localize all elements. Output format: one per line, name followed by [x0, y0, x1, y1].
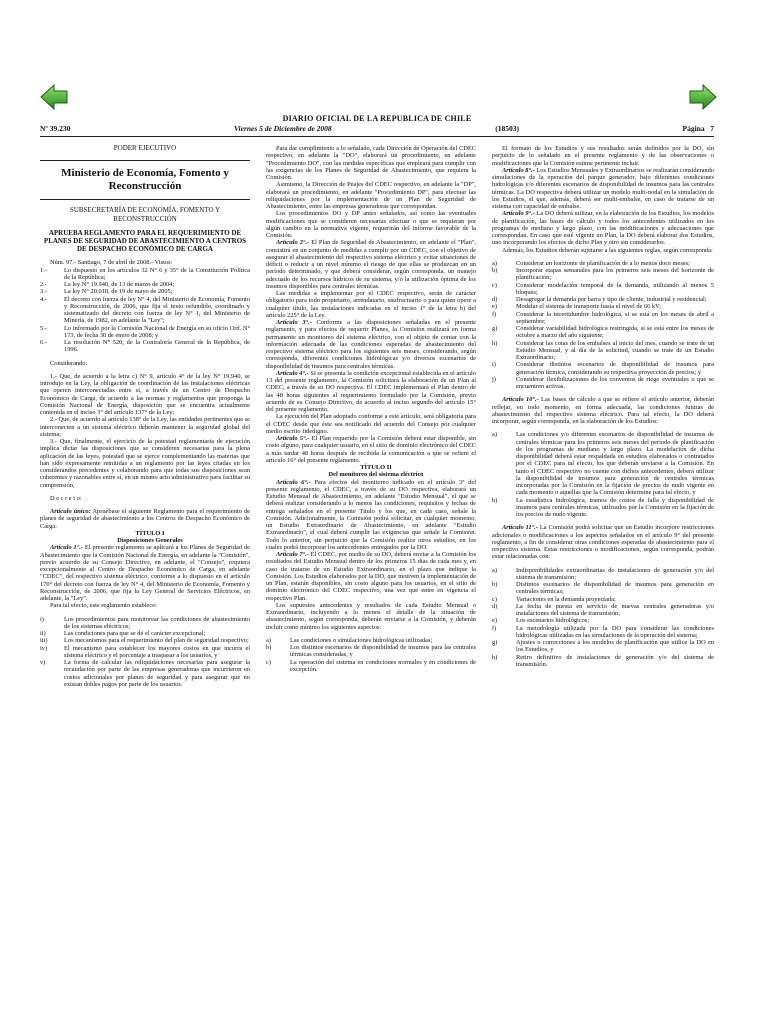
list-item-marker: iv) [40, 644, 48, 652]
list-item [492, 296, 714, 303]
paragraph: Artículo 11°.- La Comisión podrá solicitar que un Estudio incorpore restricciones adicionales o modificaciones a los aspectos señalados en el artículo 9° del presente reglamento, a fin de considerar otras condiciones esperadas de abastecimiento para el respectivo sistema. Estas restricciones o modificaciones, según corresponda, podrán estar relacionadas con: [492, 524, 714, 561]
list-item-marker: ii) [40, 630, 46, 637]
list-item [40, 288, 250, 295]
list-item-marker: a) [266, 636, 271, 644]
list-item-text: Lo dispuesto en los artículos 32 N° 6 y 35° de la Constitución Política de la República; [64, 266, 250, 281]
paragraph: Artículo 3°.- Conforme a las disposiciones señaladas en el presente reglamento, y para efectos de requerir Planes, la Comisión realizará en forma permanente un monitoreo del sistema eléctrico, con el objeto de contar con la información adecuada de las condiciones esperadas de abastecimiento del respectivo sistema eléctrico para los siguientes seis meses, considerando, según corresponda, diferentes condiciones hidrológicas y/o diversos escenarios de disponibilidad de insumos para centrales térmicas. [266, 319, 476, 370]
list-item-marker: h) [492, 339, 498, 347]
list-item-text: La ley N° 19.940, de 13 de marzo de 2004; [64, 281, 175, 288]
title-heading: TÍTULO I [135, 529, 165, 537]
paragraph: Artículo 10°.- Las bases de cálculo a que se refiere el artículo anterior, deberán reflejar, en todo momento, en forma adecuada, las condiciones futuras de abastecimiento del respectivo sistema eléctrico. Para tal efecto, la DO deberá incorporar, según corresponda, en la elaboración de los Estudios: [492, 396, 715, 425]
list-item-marker: c) [492, 281, 497, 289]
list-item-text: Ajustes o correcciones a los modelos de planificación que utilice la DO en los Estudios, y [516, 639, 714, 654]
article-label: Artículo 9°.- [502, 210, 535, 218]
list-item-marker: 1.- [40, 266, 47, 274]
paragraph: Para dar cumplimiento a lo señalado, cada Dirección de Operación del CDEC respectivo, en adelante la "DO", elaborará un procedimiento, en adelante "Procedimiento DO", con las medidas específicas que empleará para cumplir con las exigencias de los Planes de Seguridad de Abastecimiento, que requiera la Comisión. [266, 145, 476, 181]
list-item-marker: h) [492, 653, 498, 661]
list-item-text: Lo informado por la Comisión Nacional de Energía en su oficio Ord. N° 173, de fecha 30 de enero de 2008; y [64, 324, 250, 339]
list-item-text: Considerar modelación temporal de la demanda, utilizando al menos 5 bloques; [516, 281, 714, 296]
list-item-text: La resolución N° 520, de la Contraloría General de la República, de 1996. [64, 339, 250, 354]
list-item-marker: b) [492, 267, 498, 274]
paragraph: Artículo único: Apruébase el siguiente Reglamento para el requerimiento de planes de seguridad de abastecimiento a los Centros de Despacho Económico de Carga: [40, 508, 250, 530]
list-item [492, 617, 714, 624]
list-item [492, 325, 714, 340]
roman-list [40, 616, 250, 689]
list-item-marker: b) [492, 496, 498, 504]
subsecretary-name: SUBSECRETARÍA DE ECONOMÍA, FOMENTO Y RECONSTRUCCIÓN [69, 206, 221, 223]
list-item-text: La ley N° 20.018, de 19 de mayo de 2005; [64, 288, 173, 296]
list-item [492, 625, 714, 640]
list-item [40, 339, 250, 354]
list-item-marker: iii) [40, 637, 48, 645]
list-item [492, 340, 714, 362]
list-item-marker: 3.- [40, 288, 47, 296]
newspaper-title: DIARIO OFICIAL DE LA REPUBLICA DE CHILE [282, 114, 472, 123]
list-item [492, 603, 714, 618]
article-label: Artículo 10°.- [502, 396, 539, 404]
page-indicator [683, 124, 714, 133]
list-item [492, 361, 714, 376]
list-item [40, 616, 250, 631]
title-subheading: Disposiciones Generales [117, 537, 183, 544]
list-item-text: El mecanismo para establecer los mayores costos en que incurra el sistema eléctrico y el porcentaje a traspasar a los usuarios, y [64, 644, 250, 659]
paragraph: Los procedimientos DO y DP antes señalados, así como las eventuales modificaciones que se consideren necesarias efectuar o que se requieran por algún cambio en la normativa vigente, requerirán del informe favorable de la Comisión. [266, 210, 476, 239]
masthead-row [40, 124, 714, 133]
issue-code: (18503) [495, 124, 519, 133]
considerando-label: Considerando: [50, 359, 88, 367]
vistos-list [40, 267, 250, 354]
list-item-marker: d) [492, 602, 498, 610]
article-label: Artículo 6°.- [276, 478, 311, 486]
list-item-text: Modelar el sistema de transporte hasta el nivel de 66 kV; [516, 303, 662, 311]
list-item-text: Indisponibilidades extraordinarias de instalaciones de generación y/o del sistema de transmisión; [516, 566, 714, 581]
column-2 [266, 145, 476, 673]
list-item [492, 282, 714, 297]
list-item [266, 637, 476, 644]
list-item [492, 376, 714, 391]
article-label: Artículo 3°.- [276, 319, 312, 326]
paragraph: Artículo 9°.- La DO deberá utilizar, en la elaboración de los Estudios, los modelos de planificación, las bases de cálculo y todos los antecedentes utilizados en los programas de mediano y largo plazo, con las modificaciones y adecuaciones que correspondan. En caso que esté vigente un Plan, la DO deberá elaborar dos Estudios, uno incorporando los efectos de dicho Plan y otro sin considerarlos. [492, 210, 714, 247]
list-item [492, 267, 714, 282]
decreto-label: D e c r e t o: [50, 494, 82, 502]
paragraph: La ejecución del Plan adoptado conforme a este artículo, será obligatoria para el CDEC desde que éste sea notificado del acuerdo del Consejo por cualquier medio escrito fidedigno. [266, 413, 476, 435]
list-item-marker: e) [492, 617, 497, 625]
issue-number: Nº 39.230 [40, 124, 71, 133]
paragraph: 2.- Que, de acuerdo al artículo 138° de la Ley, las entidades pertinentes que se interconecten a un sistema eléctrico deberán mantener la seguridad global del sistema; [40, 416, 250, 438]
paragraph: Artículo 5°.- El Plan requerido por la Comisión deberá estar disponible, sin costo alguno, para cualquier usuario, en el sitio de dominio electrónico del CDEC a más tardar 48 horas después de recibida la comunicación a que se refiere el artículo 16° del presente reglamento. [266, 435, 476, 464]
list-item [492, 311, 714, 326]
article-label: Artículo 5°.- [276, 435, 310, 442]
list-item [40, 325, 250, 340]
list-item [492, 654, 714, 669]
list-item-text: Considerar flexibilizaciones de los convenios de riego eventuales o que se encuentren activas. [516, 375, 714, 390]
list-item-marker: c) [266, 658, 271, 666]
letter-list [492, 567, 714, 669]
list-item-marker: v) [40, 659, 46, 666]
list-item-text: Distintos escenarios de disponibilidad de insumos para generación en centrales térmicas; [516, 581, 714, 596]
letter-list [492, 431, 714, 518]
paragraph: Artículo 1°.- El presente reglamento se aplicará a los Planes de Seguridad de Abastecimiento que la Comisión Nacional de Energía, en adelante la "Comisión", previo acuerdo de su Consejo Directivo, en adelante, el "Consejo", requiera excepcionalmente al Centro de Despacho Económico de Carga, en adelante "CDEC", del respectivo sistema eléctrico, conforme a lo dispuesto en el artículo 170° del decreto con fuerza de ley N° 4, del Ministerio de Economía, Fomento y Reconstrucción, de 2006, que fija la Ley General de Servicios Eléctricos, en adelante, la "Ley". [40, 544, 250, 602]
list-item-text: Variaciones en la demanda proyectada; [516, 595, 616, 603]
list-item-text: Las condiciones o simulaciones hidrológicas utilizadas; [290, 636, 433, 644]
letter-list [492, 260, 714, 391]
title-heading: TÍTULO II [360, 464, 392, 471]
list-item [492, 431, 714, 496]
paragraph: Además, los Estudios deberán sujetarse a las siguientes reglas, según corresponda: [502, 246, 713, 254]
column-1 [40, 145, 250, 688]
list-item-marker: 4.- [40, 295, 47, 303]
article-label: Artículo 4°.- [276, 369, 309, 377]
list-item [266, 659, 476, 674]
list-item-text: La estadística hidrológica, tramos de costos de falla y disponibilidad de insumos para centrales térmicas, utilizados por la Comisión en la fijación de los precios de nudo vigente. [516, 496, 714, 518]
list-item-text: Desagregar la demanda por barra y tipo de cliente, industrial y residencial; [516, 296, 707, 303]
list-item [40, 281, 250, 288]
list-item [40, 659, 250, 688]
list-item [40, 267, 250, 282]
list-item-text: La forma de calcular las reliquidaciones necesarias para asegurar la recaudación por parte de las empresas generadoras que incurrieron en costos adicionales por planes de seguridad y para asegurar que no existan dobles pagos por parte de los usuarios. [64, 659, 250, 688]
list-item-text: Las condiciones y/o diferentes escenarios de disponibilidad de insumos de centrales térmicas para los primeros seis meses del período de planificación de los programas de mediano y largo plazo. La modelación de dicha disponibilidad deberá estar respaldada en estudios elaborados o contratados por el CDEC para tal efecto, los que deberán enviarse a la Comisión. En tanto el CDEC respectivo no cuente con dichos antecedentes, deberá utilizar la disponibilidad de insumos para generación de centrales térmicas incorporadas por la Comisión en la fijación de precios de nudo vigente en cada momento o aquellas que la Comisión determine para tal efecto, y [516, 431, 714, 497]
list-item-marker: j) [492, 375, 496, 383]
list-item-text: Las condiciones para que se dé el carácter excepcional; [64, 630, 206, 637]
article-label: Artículo 1°.- [50, 544, 84, 552]
list-item [40, 637, 250, 644]
list-item-marker: a) [492, 431, 497, 439]
list-item [492, 260, 714, 267]
list-item-text: Considerar las cotas de los embalses al inicio del mes, cuando se trate de un Estudio Mensual, y al día de la solicitud, cuando se trate de un Estudio Extraordinario; [516, 339, 714, 361]
paragraph: Artículo 8°.- Los Estudios Mensuales y Extraordinarios se realizarán considerando simulaciones de la operación del parque generador, bajo diferentes condiciones hidrológicas y/o diferentes escenarios de disponibilidad de insumos para las centrales térmicas. La DO respectiva deberá utilizar un modelo multi-nodal en la simulación de los Estudios, el que, además, deberá ser multi-embalse, en caso de tratarse de un sistema con capacidad de embalse. [492, 166, 715, 210]
paragraph: Los supuestos antecedentes y resultados de cada Estudio Mensual o Extraordinario, incluyendo a lo menos el detalle de la situación de abastecimiento, según corresponda, deberán enviarse a la Comisión, y deberán incluir como mínimo los siguientes aspectos: [266, 601, 476, 631]
column-3 [492, 145, 714, 668]
list-item-text: Considerar variabilidad hidrológica restringida, si se está entre los meses de octubre a marzo del año siguiente; [516, 325, 714, 340]
list-item [492, 303, 714, 310]
list-item-marker: 2.- [40, 281, 47, 288]
list-item-marker: a) [492, 566, 497, 574]
decree-number: Núm. 97.- Santiago, 7 de abril de 2008.- Vistos: [50, 259, 173, 267]
ministry-name: Ministerio de Economía, Fomento y Reconstrucción [40, 160, 250, 200]
list-item [40, 296, 250, 325]
list-item-marker: e) [492, 303, 497, 311]
list-item-marker: d) [492, 296, 498, 303]
article-label: Artículo único: [50, 508, 91, 515]
list-item-marker: f) [492, 624, 497, 632]
list-item-marker: g) [492, 639, 498, 646]
list-item [492, 567, 714, 582]
list-item-text: Los escenarios hidrológicos; [516, 617, 590, 625]
list-item [492, 497, 714, 519]
list-item-text: Considerar la incertidumbre hidrológica, si se está en los meses de abril a septiembre; [516, 310, 714, 325]
list-item-text: Retiro definitivo de instalaciones de generación y/o del sistema de transmisión. [516, 653, 714, 668]
list-item [492, 639, 714, 654]
list-item-marker: f) [492, 310, 497, 318]
list-item-marker: i) [492, 361, 496, 369]
list-item [266, 644, 476, 659]
paragraph: 3.- Que, finalmente, el ejercicio de la potestad reglamentaria de ejecución implica dictar las disposiciones que se consideren necesarias para la plena aplicación de las leyes, potestad que se ejerce complementando las materias que han sido expresamente remitidas a un reglamento por las leyes citadas en los considerandos precedentes y colaborando para que todas sus disposiciones sean coherentes y razonables entre sí, en un mismo acto administrativo para facilitar su comprensión, [40, 438, 250, 489]
article-label: Artículo 7°.- [276, 551, 309, 558]
list-item [492, 581, 714, 596]
section-heading: PODER EJECUTIVO [113, 144, 177, 152]
list-item-marker: i) [40, 615, 44, 623]
decree-title: APRUEBA REGLAMENTO PARA EL REQUERIMIENTO DE PLANES DE SEGURIDAD DE ABASTECIMIENTO A CENTROS DE DESPACHO ECONÓMICO DE CARGA [43, 229, 247, 254]
paragraph: 1.- Que, de acuerdo a la letra c) N° 9, artículo 4° de la ley N° 19.940, se introdujo en la Ley, la obligación de coordinación de las instalaciones eléctricas que operen interconectadas entre sí, a través de un Centro de Despacho Económico de Carga, de acuerdo a las normas y reglamentos que proponga la Comisión Nacional de Energía, disposición que se encuentra actualmente contenida en el inciso 3° del artículo 137° de la Ley; [40, 372, 250, 416]
paragraph: Para tal efecto, este reglamento establece: [50, 602, 157, 610]
title-subheading: Del monitoreo del sistema eléctrico [328, 471, 424, 479]
next-page-arrow-icon[interactable] [689, 84, 717, 110]
header-rule [40, 136, 714, 137]
issue-date: Viernes 5 de Diciembre de 2008 [233, 124, 332, 133]
paragraph: Asimismo, la Dirección de Peajes del CDEC respectivo, en adelante la "DP", elaborará un procedimiento, en adelante "Procedimiento DP", para efectuar las reliquidaciones por la implementación de un Plan de Seguridad de Abastecimiento, entre las empresas generadoras que correspondan. [266, 181, 476, 210]
article-label: Artículo 11°.- [502, 524, 538, 532]
letter-list [266, 637, 476, 673]
list-item-marker: 6.- [40, 339, 47, 346]
paragraph: El formato de los Estudios y sus resultados serán definidos por la DO, sin perjuicio de lo señalado en el presente reglamento y de las observaciones o modificaciones que la Comisión estime pertinente incluir. [492, 145, 714, 167]
list-item-text: Incorporar etapas semanales para los primeros seis meses del horizonte de planificación; [516, 267, 714, 282]
list-item-text: Los mecanismos para el requerimiento del plan de seguridad respectivo; [64, 637, 249, 645]
list-item-marker: a) [492, 259, 497, 267]
list-item-text: Los distintos escenarios de disponibilidad de insumos para las centrales térmicas consideradas, y [290, 644, 476, 659]
list-item-marker: b) [266, 644, 272, 651]
article-label: Artículo 2°.- [276, 239, 310, 247]
paragraph: Artículo 2°.- El Plan de Seguridad de Abastecimiento, en adelante el "Plan", consistirá en un conjunto de medidas a cumplir por un CDEC, con el objetivo de asegurar el abastecimiento del respectivo sistema eléctrico y evitar situaciones de déficit o reducir a un nivel mínimo el riesgo de que ellas se produzcan en un período determinado, y que deberá considerar, según corresponda, un manejo adecuado de los recursos hídricos de su sistema, y/o la utilización óptima de los insumos disponibles para centrales térmicas. [266, 239, 476, 290]
paragraph: Las medidas a implementar por el CDEC respectivo, serán de carácter obligatorio para todo propietario, arrendatario, usufructuario o para quien opere a cualquier título, las instalaciones indicadas en el inciso 1° de la letra b) del artículo 225° de la Ley. [266, 290, 476, 319]
page-number: 7 [710, 124, 714, 133]
list-item-marker: g) [492, 325, 498, 332]
paragraph: Artículo 4°.- Si se presenta la condición excepcional establecida en el artículo 13 del presente reglamento, la Comisión solicitará la elaboración de un Plan al CDEC, a través de su DO respectiva. El CDEC implementará el Plan dentro de las 48 horas siguientes al requerimiento formulado por la Comisión, previo acuerdo de su Consejo Directivo, de acuerdo al inciso segundo del artículo 15° del presente reglamento. [266, 369, 476, 413]
list-item [492, 596, 714, 603]
list-item [40, 630, 250, 637]
list-item-marker: b) [492, 581, 498, 588]
list-item-text: La operación del sistema en condiciones normales y en condiciones de excepción. [290, 658, 476, 673]
list-item-text: Los procedimientos para monitorear las condiciones de abastecimiento de los sistemas eléctricos; [64, 615, 250, 630]
list-item-text: El decreto con fuerza de ley N° 4, del Ministerio de Economía, Fomento y Reconstrucción, de 2006, que fija el texto refundido, coordinado y sistematizado del decreto con fuerza de ley N° 1, del Ministerio de Minería, de 1982, en adelante la "Ley"; [64, 295, 250, 325]
list-item-text: La fecha de puesta en servicio de nuevas centrales generadoras y/o instalaciones del sistema de transmisión; [516, 602, 714, 617]
list-item-text: Considerar un horizonte de planificación de a lo menos doce meses; [516, 259, 690, 267]
article-label: Artículo 8°.- [502, 166, 535, 174]
list-item-marker: 5.- [40, 324, 47, 332]
list-item-text: La metodología utilizada por la DO para considerar las condiciones hidrológicas utilizadas en las simulaciones de la operación del sistema; [516, 624, 714, 639]
previous-page-arrow-icon[interactable] [40, 84, 68, 110]
paragraph: Artículo 6°.- Para efectos del monitoreo indicado en el artículo 3° del presente reglamento, el CDEC, a través de su DO respectiva, elaborará un Estudio Mensual de Abastecimiento, en adelante "Estudio Mensual", el que se deberá realizar considerando a lo menos las condiciones, requisitos y fechas de entrega señalados en el presente Título y los que, en cada caso, señale la Comisión. Adicionalmente, la Comisión podrá solicitar, en cualquier momento, un Estudio Extraordinario de Abastecimiento, en adelante "Estudio Extraordinario", el cual deberá cumplir las exigencias que señale la Comisión. Todo lo anterior, sin perjuicio que la Comisión realice otros estudios, en los cuales podrá incorporar los antecedentes entregados por la DO. [266, 478, 476, 551]
page-label: Página [682, 124, 705, 133]
paragraph: Artículo 7°.- El CDEC, por medio de su DO, deberá enviar a la Comisión los resultados del Estudio Mensual dentro de los primeros 15 días de cada mes y, en caso de tratarse de un Estudio Extraordinario, en el plazo que indique la Comisión. Los Estudios elaborados por la DO, que motiven la implementación de un Plan, estarán disponibles, sin costo alguno para los usuarios, en el sitio de dominio electrónico del CDEC respectivo, una vez que entre en vigencia el respectivo Plan. [266, 551, 476, 602]
list-item-marker: c) [492, 595, 497, 603]
list-item-text: Considerar distintos escenarios de disponibilidad de insumos para generación térmica, considerando su respectiva proyección de precios; y [516, 361, 714, 376]
list-item [40, 645, 250, 660]
